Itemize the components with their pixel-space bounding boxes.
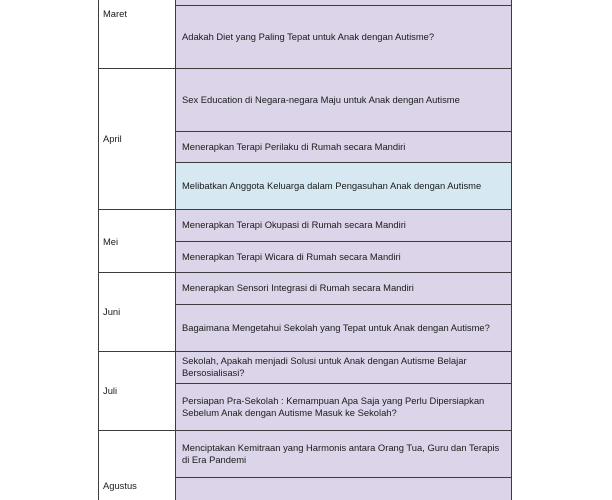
month-label-juni: Juni bbox=[103, 306, 121, 317]
month-label-maret: Maret bbox=[103, 8, 127, 19]
topic-cell-juni-2 bbox=[176, 304, 511, 351]
topic-text: Persiapan Pra-Sekolah : Kemampuan Apa Saja yang Perlu Dipersiapkan Sebelum Anak dengan Autisme Masuk ke Sekolah? bbox=[182, 394, 485, 418]
topic-cell-mei-2 bbox=[176, 241, 511, 272]
month-label-juli: Juli bbox=[103, 385, 118, 396]
row-divider bbox=[175, 477, 512, 478]
topic-text: Menerapkan Sensori Integrasi di Rumah secara Mandiri bbox=[182, 282, 414, 293]
month-divider bbox=[98, 272, 512, 273]
month-label-april: April bbox=[103, 133, 122, 144]
row-divider bbox=[175, 5, 512, 6]
topic-cell-juni-1 bbox=[176, 272, 511, 304]
table-border-middle bbox=[175, 0, 176, 500]
topic-cell-maret-1 bbox=[176, 5, 511, 68]
topic-text: Melibatkan Anggota Keluarga dalam Pengasuhan Anak dengan Autisme bbox=[182, 179, 482, 191]
topic-cell-mei-1 bbox=[176, 209, 511, 241]
topic-cell-juli-1 bbox=[176, 351, 511, 383]
topic-text: Menerapkan Terapi Okupasi di Rumah secara Mandiri bbox=[182, 219, 406, 230]
month-divider bbox=[98, 209, 512, 210]
topic-text: Menciptakan Kemitraan yang Harmonis antara Orang Tua, Guru dan Terapis di Era Pandemi bbox=[182, 441, 500, 465]
row-divider bbox=[175, 383, 512, 384]
topic-text: Menerapkan Terapi Perilaku di Rumah secara Mandiri bbox=[182, 140, 406, 152]
topic-text: Adakah Diet yang Paling Tepat untuk Anak dengan Autisme? bbox=[182, 30, 435, 42]
topic-cell-agustus-2 bbox=[176, 477, 511, 500]
row-divider bbox=[175, 241, 512, 242]
table-border-right bbox=[511, 0, 512, 500]
table-border-left bbox=[98, 0, 99, 500]
month-divider bbox=[98, 68, 512, 69]
topic-cell-agustus-1 bbox=[176, 430, 511, 477]
topic-cell-april-3 bbox=[176, 162, 511, 209]
row-divider bbox=[175, 162, 512, 163]
topic-cell-april-1 bbox=[176, 68, 511, 131]
topic-text: Sex Education di Negara-negara Maju untuk Anak dengan Autisme bbox=[182, 93, 460, 105]
month-label-mei: Mei bbox=[103, 236, 119, 247]
topic-text: Sekolah, Apakah menjadi Solusi untuk Anak dengan Autisme Belajar Bersosialisasi? bbox=[182, 355, 467, 378]
month-label-agustus: Agustus bbox=[103, 480, 137, 491]
topic-text: Menerapkan Terapi Wicara di Rumah secara Mandiri bbox=[182, 250, 401, 262]
month-divider bbox=[98, 430, 512, 431]
row-divider bbox=[175, 304, 512, 305]
row-divider bbox=[175, 131, 512, 132]
topic-text: Bagaimana Mengetahui Sekolah yang Tepat untuk Anak dengan Autisme? bbox=[182, 321, 490, 333]
month-divider bbox=[98, 351, 512, 352]
topic-cell-juli-2 bbox=[176, 383, 511, 430]
topic-cell-april-2 bbox=[176, 131, 511, 162]
